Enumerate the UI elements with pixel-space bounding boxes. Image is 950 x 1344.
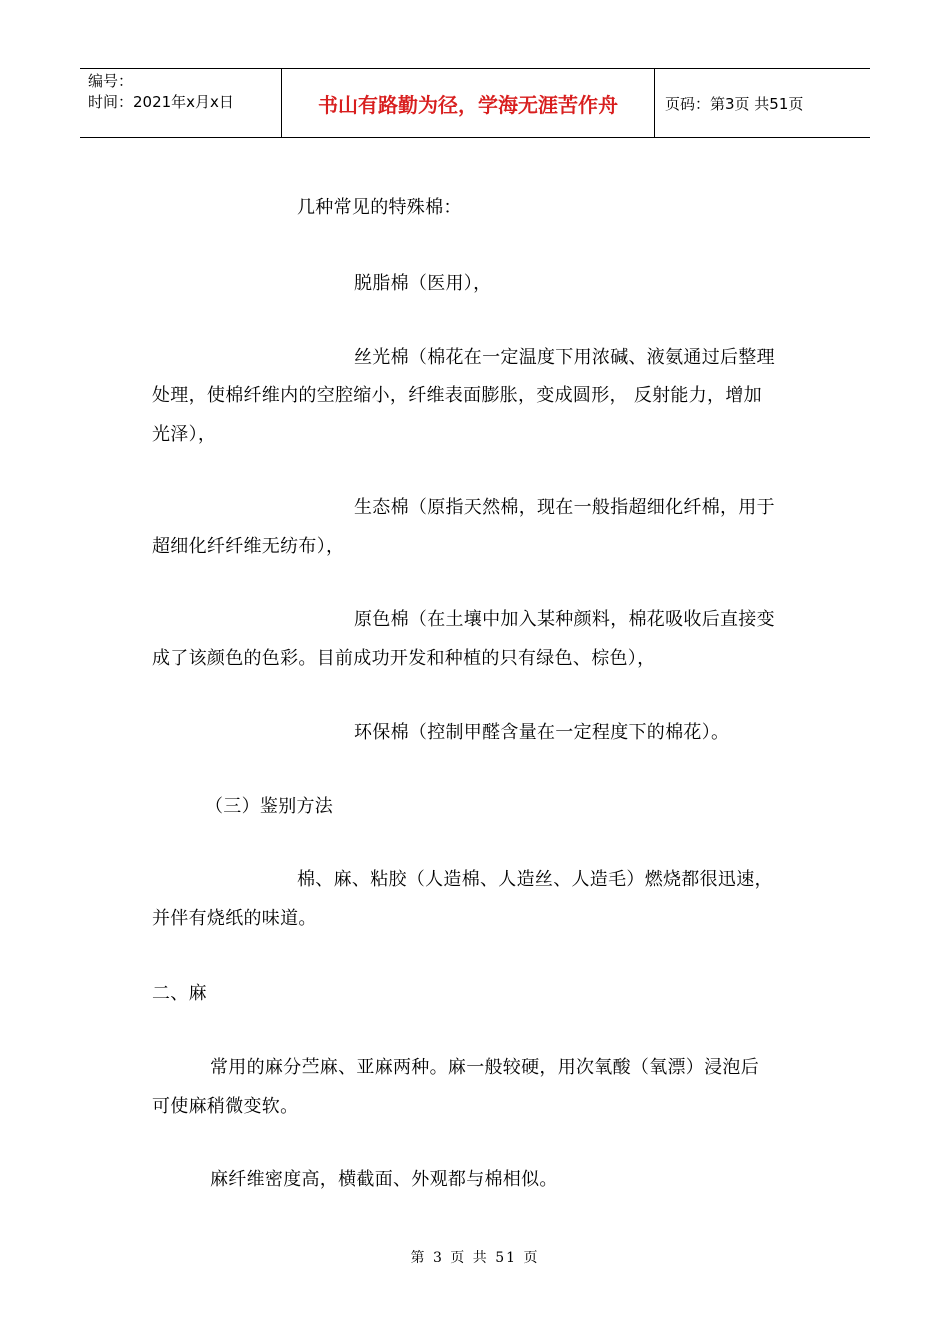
page-header [80,68,870,138]
header-page-label: 页码：第3页 共51页 [665,94,804,113]
time-label: 时间：2021年x月x日 [88,93,234,111]
header-motto: 书山有路勤为径，学海无涯苦作舟 [281,69,655,137]
paragraph-mercerized-cotton-line2: 处理，使棉纤维内的空腔缩小，纤维表面膨胀，变成圆形， 反射能力，增加 [152,385,762,406]
paragraph-special-cotton-intro: 几种常见的特殊棉： [297,197,462,218]
paragraph-mercerized-cotton-line3: 光泽）， [152,424,217,445]
page-footer-number: 第 3 页 共 51 页 [410,1250,540,1266]
paragraph-hemp-types-line1: 常用的麻分苎麻、亚麻两种。麻一般较硬，用次氧酸（氧漂）浸泡后 [210,1057,759,1078]
paragraph-hemp-types-line2: 可使麻稍微变软。 [152,1096,299,1117]
header-left-cell [80,69,281,137]
paragraph-hemp-density: 麻纤维密度高，横截面、外观都与棉相似。 [210,1169,558,1190]
code-label: 编号： [88,72,134,90]
paragraph-mercerized-cotton-line1: 丝光棉（棉花在一定温度下用浓碱、液氨通过后整理 [354,347,775,368]
paragraph-burning-test-line2: 并伴有烧纸的味道。 [152,908,317,929]
paragraph-eco-friendly-cotton: 环保棉（控制甲醛含量在一定程度下的棉花）。 [354,722,730,743]
paragraph-degreased-cotton: 脱脂棉（医用）， [354,273,492,294]
section-heading-identification: （三）鉴别方法 [205,796,334,817]
paragraph-eco-cotton-line1: 生态棉（原指天然棉，现在一般指超细化纤棉，用于 [354,497,775,518]
section-heading-hemp: 二、麻 [152,983,207,1004]
paragraph-burning-test-line1: 棉、麻、粘胶（人造棉、人造丝、人造毛）燃烧都很迅速， [297,869,773,890]
paragraph-colored-cotton-line1: 原色棉（在土壤中加入某种颜料，棉花吸收后直接变 [354,609,775,630]
paragraph-eco-cotton-line2: 超细化纤纤维无纺布）， [152,536,345,557]
paragraph-colored-cotton-line2: 成了该颜色的色彩。目前成功开发和种植的只有绿色、棕色）， [152,648,656,669]
